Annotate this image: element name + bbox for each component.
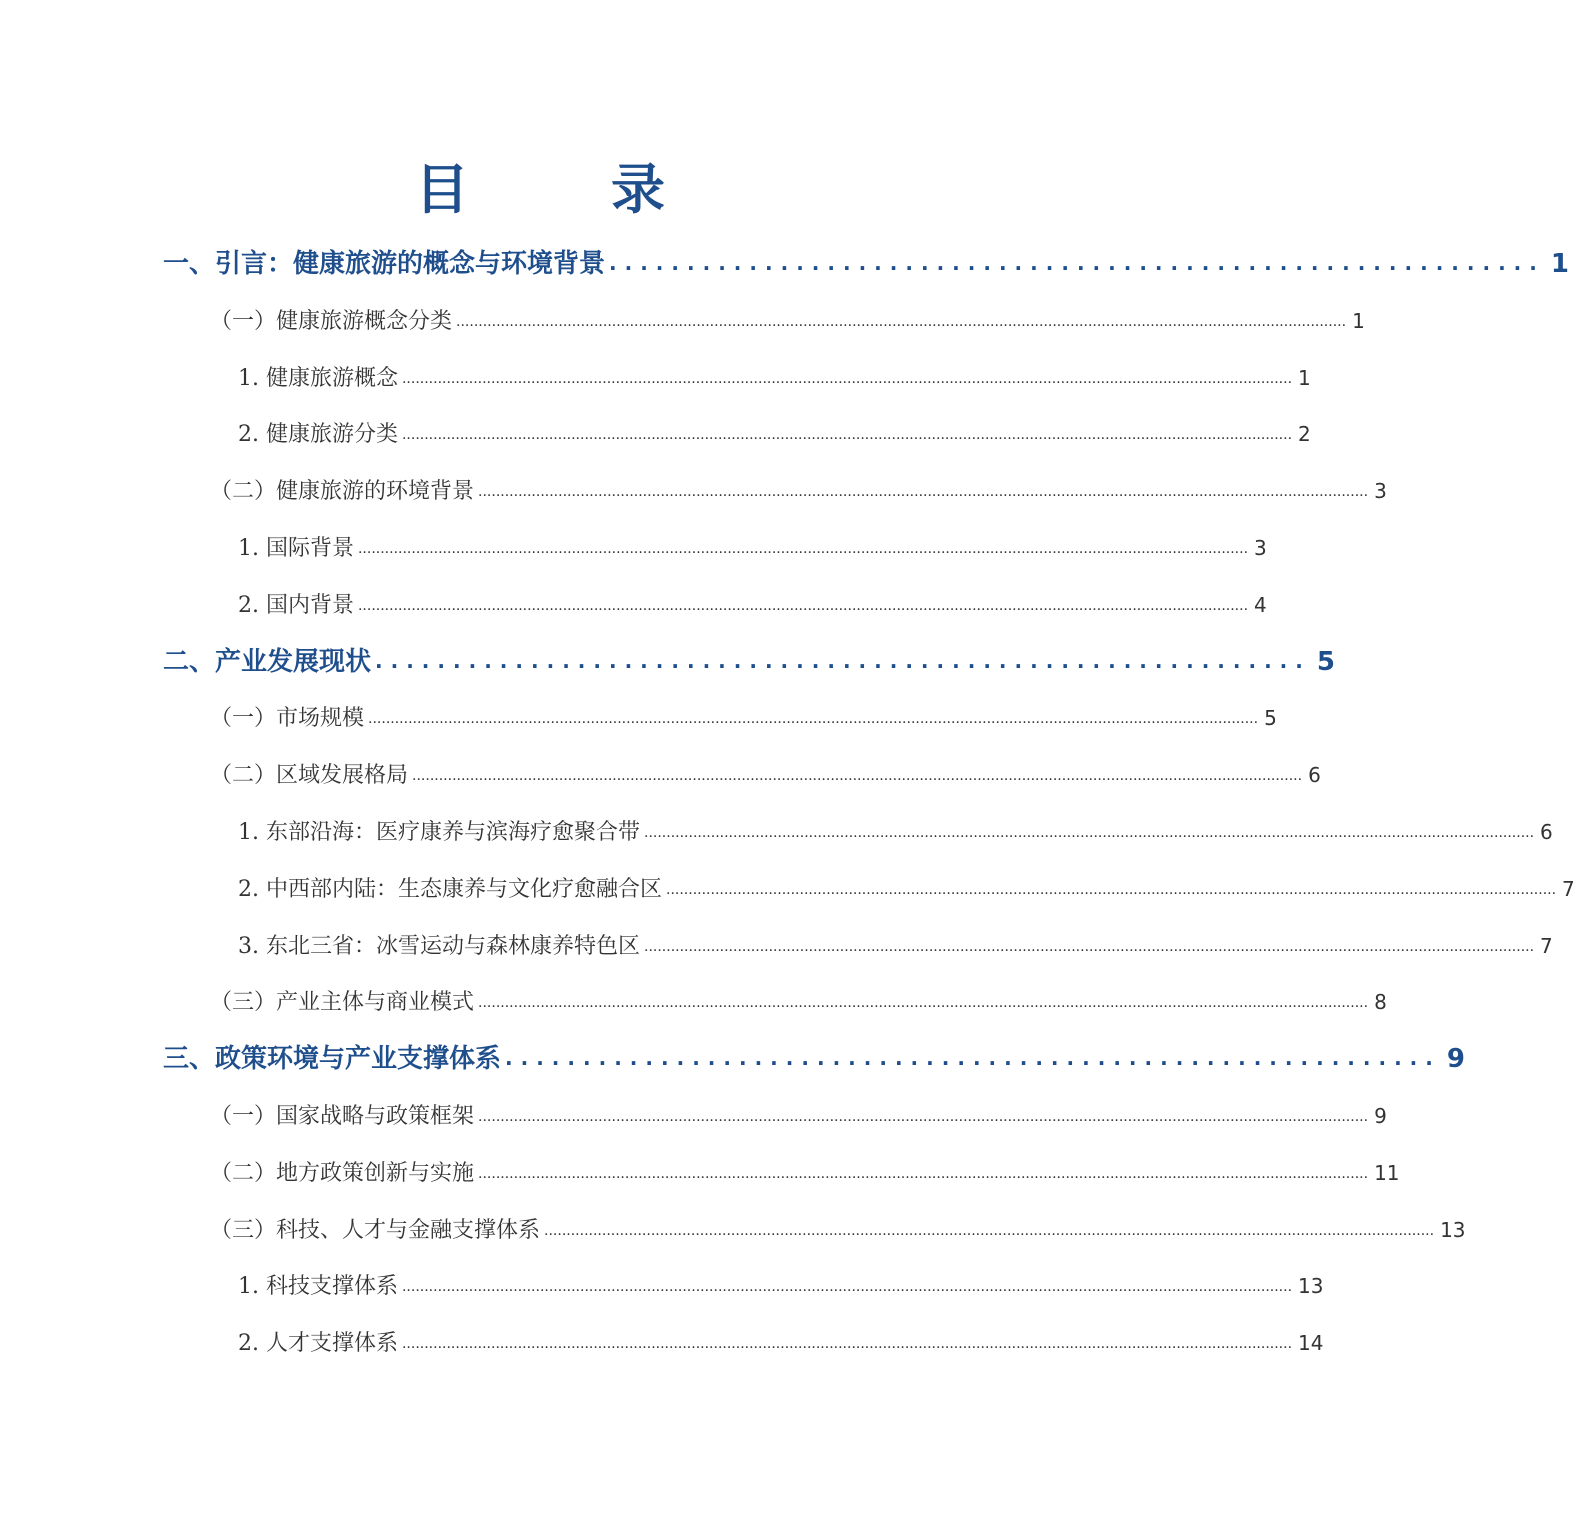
toc-subsection-entry[interactable] [238, 585, 1267, 625]
toc-section-entry[interactable] [210, 1153, 1400, 1193]
toc-dot-leader: ........................................................................................................................................................................................................ [666, 881, 1557, 898]
toc-page-number: 6 [1540, 820, 1553, 844]
toc-dot-leader: ........................................................................................................................................................................................................ [357, 541, 1249, 557]
toc-page-number: 7 [1540, 933, 1553, 958]
toc-entry-label: 三、政策环境与产业支撑体系 [163, 1044, 502, 1075]
toc-page-number: 9 [1446, 1044, 1465, 1075]
toc-page-number: 7 [1562, 876, 1575, 901]
toc-dot-leader: ........................................................................................................................................................................................................ [456, 313, 1347, 330]
toc-page-number: 5 [1316, 646, 1335, 677]
toc-entry-label: 1. 东部沿海：医疗康养与滨海疗愈聚合带 [238, 820, 640, 845]
toc-entry-label: （二）地方政策创新与实施 [210, 1160, 475, 1186]
toc-entry-label: 2. 人才支撑体系 [238, 1331, 398, 1357]
toc-chapter-entry[interactable] [163, 642, 1335, 682]
toc-subsection-entry[interactable] [238, 869, 1575, 909]
toc-subsection-entry[interactable] [238, 1266, 1324, 1306]
toc-dot-leader: ........................................................................................................................................................................................................ [644, 938, 1535, 955]
toc-dot-leader: ........................................................................................................................................................................................................ [478, 995, 1369, 1012]
toc-page-number: 1 [1298, 365, 1311, 390]
toc-entry-label: 2. 健康旅游分类 [238, 422, 398, 448]
toc-entry-label: 二、产业发展现状 [163, 646, 372, 677]
toc-subsection-entry[interactable] [238, 358, 1311, 398]
toc-dot-leader: ........................................................................................................................................................................................................ [478, 1109, 1369, 1125]
toc-entry-label: 1. 健康旅游概念 [238, 365, 398, 391]
toc-dot-leader: ........................................................................................................................................................................................................ [401, 370, 1293, 387]
toc-page-number: 3 [1254, 536, 1267, 560]
toc-page-number: 13 [1298, 1274, 1324, 1299]
toc-entry-label: （二）区域发展格局 [210, 763, 409, 789]
toc-dot-leader: ........................................................................................................................................................................................................ [544, 1222, 1435, 1239]
toc-page-number: 14 [1298, 1331, 1324, 1356]
toc-page-number: 1 [1352, 308, 1365, 333]
toc-entry-label: 2. 国内背景 [238, 592, 354, 618]
toc-dot-leader: ........................................................................................................................................................................................................ [644, 825, 1535, 841]
toc-subsection-entry[interactable] [238, 812, 1553, 852]
toc-section-entry[interactable] [210, 982, 1387, 1022]
toc-page-number: 3 [1374, 479, 1387, 504]
page-title: 目 录 [415, 158, 709, 221]
toc-dot-leader: ........................................................................................................................................................................................................ [401, 1336, 1293, 1353]
toc-entry-label: 1. 科技支撑体系 [238, 1274, 398, 1300]
toc-dot-leader: ........................................................................................................................................................................................................ [401, 1279, 1293, 1296]
toc-page-number: 13 [1440, 1217, 1466, 1242]
toc-entry-label: （一）健康旅游概念分类 [210, 308, 453, 334]
toc-entry-label: （一）市场规模 [210, 706, 365, 732]
toc-subsection-entry[interactable] [238, 926, 1553, 966]
toc-chapter-entry[interactable] [163, 1039, 1465, 1079]
toc-entry-label: （二）健康旅游的环境背景 [210, 479, 475, 505]
toc-subsection-entry[interactable] [238, 528, 1267, 568]
toc-page-number: 9 [1374, 1104, 1387, 1128]
toc-page-number: 8 [1374, 990, 1387, 1015]
toc-dot-leader: ........................................................................................................................................................................................................ [368, 711, 1259, 728]
toc-dot-leader: ........................................................................................................................................................................................................ [478, 1165, 1369, 1182]
toc-dot-leader: ............................................................ [609, 251, 1545, 275]
toc-section-entry[interactable] [210, 471, 1387, 511]
toc-subsection-entry[interactable] [238, 1323, 1324, 1363]
toc-entry-label: 一、引言：健康旅游的概念与环境背景 [163, 249, 606, 279]
toc-dot-leader: ............................................................ [375, 648, 1311, 673]
toc-section-entry[interactable] [210, 301, 1365, 341]
toc-chapter-entry[interactable] [163, 244, 1569, 284]
toc-entry-label: 2. 中西部内陆：生态康养与文化疗愈融合区 [238, 876, 662, 902]
toc-page-number: 1 [1550, 249, 1569, 279]
toc-section-entry[interactable] [210, 1096, 1387, 1136]
toc-dot-leader: ........................................................................................................................................................................................................ [357, 597, 1249, 614]
toc-page-number: 5 [1264, 706, 1277, 731]
toc-section-entry[interactable] [210, 698, 1277, 738]
toc-page-number: 4 [1254, 592, 1267, 617]
toc-entry-label: 1. 国际背景 [238, 536, 354, 561]
toc-entry-label: （三）科技、人才与金融支撑体系 [210, 1217, 541, 1243]
toc-dot-leader: ........................................................................................................................................................................................................ [412, 768, 1303, 785]
toc-entry-label: （一）国家战略与政策框架 [210, 1104, 475, 1129]
toc-dot-leader: ............................................................ [505, 1046, 1441, 1071]
toc-page-number: 6 [1308, 763, 1321, 788]
toc-subsection-entry[interactable] [238, 414, 1311, 454]
toc-dot-leader: ........................................................................................................................................................................................................ [401, 427, 1293, 444]
toc-section-entry[interactable] [210, 755, 1321, 795]
toc-page-number: 2 [1298, 422, 1311, 447]
toc-section-entry[interactable] [210, 1210, 1466, 1250]
toc-page-number: 11 [1374, 1160, 1400, 1185]
toc-entry-label: （三）产业主体与商业模式 [210, 990, 475, 1016]
toc-dot-leader: ........................................................................................................................................................................................................ [478, 484, 1369, 501]
toc-entry-label: 3. 东北三省：冰雪运动与森林康养特色区 [238, 933, 640, 959]
